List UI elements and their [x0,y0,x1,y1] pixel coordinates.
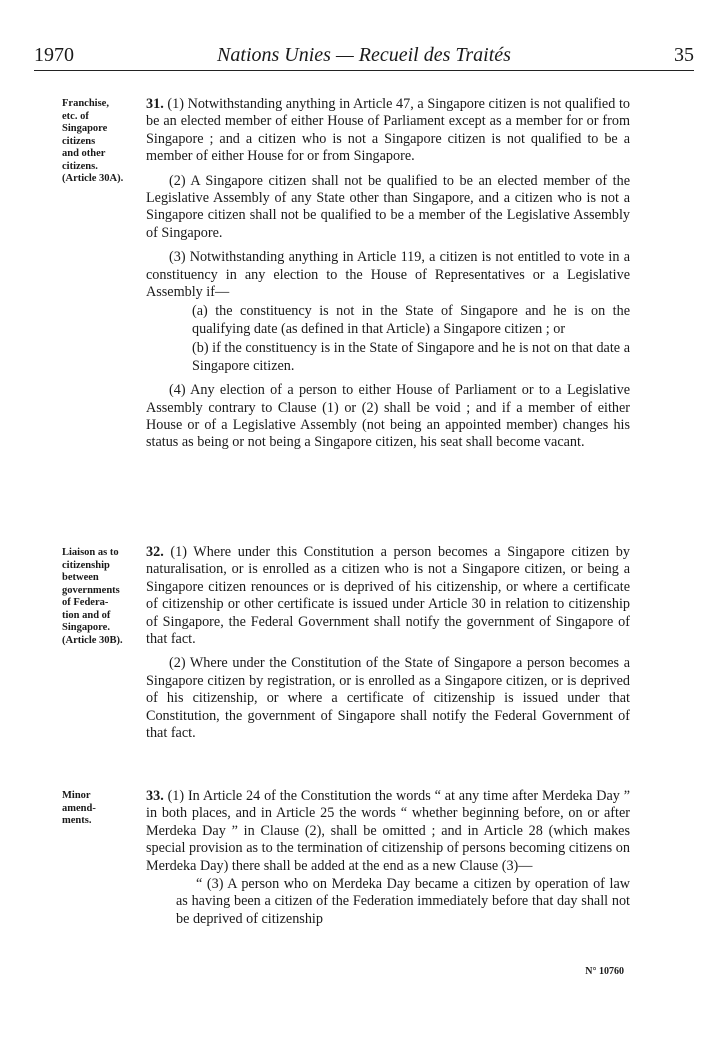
section-32 [146,544,630,742]
margin-note-line: Liaison as to [62,547,119,558]
margin-note-line: of Federa- [62,597,109,608]
section-number: 33. [146,788,164,804]
section-31-item-a [192,303,630,338]
margin-note-line: citizens [62,135,96,147]
header-title: Nations Unies — Recueil des Traités [217,44,511,66]
margin-note-line: citizens. [62,160,98,172]
margin-note-32 [62,547,142,647]
margin-note-line: Singapore [62,123,108,134]
margin-note-line: Minor [62,790,91,801]
margin-note-line: amend- [62,802,96,814]
margin-note-33 [62,790,142,828]
section-33-quoted-clause: “ (3) A person who on Merdeka Day became a citizen by operation of law as having been a citizen of the Federation immediately before that day shall not be deprived of citizenship [176,876,630,927]
section-32-clause-2: (2) Where under the Constitution of the State of Singapore a person becomes a Singapore citizen by registration, or is enrolled as a Singapore citizen, or is deprived of his citizenship, or where a certificate of citizenship is issued under that Constitution, the government of Singapore shall notify the Federal Government of that fact. [146,655,630,742]
document-number: N° 10760 [585,966,624,977]
margin-note-line: governments [62,584,120,596]
margin-note-line: between [62,572,99,583]
section-31-clause-2: (2) A Singapore citizen shall not be qualified to be an elected member of the Legislative Assembly of any State other than Singapore, and a citizen who is not a Singapore citizen shall not be qualified to be a member of the Legislative Assembly of Singapore. [146,172,630,241]
margin-note-31 [62,98,142,186]
section-31-clause-1 [146,96,630,166]
margin-note-line: (Article 30B). [62,634,123,646]
section-33 [146,788,630,928]
section-31-clause-3: (3) Notwithstanding anything in Article 119, a citizen is not entitled to vote in a constituency in any election to the House of Representatives or a Legislative Assembly if— [146,249,630,301]
section-number: 32. [146,544,164,560]
clause-text: (1) Notwithstanding anything in Article 47, a Singapore citizen is not qualified to be an elected member of either House of Parliament except as a member for or from Singapore ; and a citizen who is not a Singapore citizen is not qualified to be a member of either House for or from Singapore. [146,96,631,165]
clause-text: (1) In Article 24 of the Constitution the words “ at any time after Merdeka Day ” in both places, and in Article 25 the words “ whether beginning before, on or after Merdeka Day ” in Clause (2), shall be omitted ; and in Article 28 (which makes special provision as to the termination of citizenship of persons becoming citizens on Merdeka Day) there shall be added at the end as a new Clause (3)— [146,788,630,874]
clause-text: (1) Where under this Constitution a person becomes a Singapore citizen by naturalisation, or is enrolled as a citizen who is not a Singapore citizen, or being a Singapore citizen renounces or is deprived of his citizenship, or where a certificate of citizenship or other certificate is issued under Article 30 in relation to citizenship of Singapore, the Federal Government shall notify the government of Singapore of that fact. [146,544,630,648]
item-label: (b) [192,340,209,357]
running-header [34,44,694,71]
header-page-number: 35 [674,44,694,66]
item-text: the constituency is not in the State of Singapore and he is on the qualifying date (as defined in that Article) a Singapore citizen ; or [192,303,630,337]
margin-note-line: (Article 30A). [62,173,124,184]
margin-note-line: citizenship [62,559,110,571]
margin-note-line: etc. of [62,110,89,122]
section-31-clause-4: (4) Any election of a person to either House of Parliament or to a Legislative Assembly contrary to Clause (1) or (2) shall be void ; and if a member of either House or of a Legislative Assembly (not being an appointed member) changes his status as being or not being a Singapore citizen, his seat shall become vacant. [146,382,630,451]
section-32-clause-1 [146,544,630,648]
margin-note-line: tion and of [62,609,111,621]
section-31-item-b [192,340,630,375]
item-label: (a) [192,303,208,320]
item-text: if the constituency is in the State of Singapore and he is not on that date a Singapore citizen. [192,340,630,374]
header-year: 1970 [34,44,74,66]
section-33-clause-1 [146,788,630,875]
margin-note-line: and other [62,148,106,159]
margin-note-line: Franchise, [62,98,109,109]
margin-note-line: ments. [62,815,92,826]
margin-note-line: Singapore. [62,622,110,633]
section-number: 31. [146,96,164,112]
section-31 [146,96,630,452]
